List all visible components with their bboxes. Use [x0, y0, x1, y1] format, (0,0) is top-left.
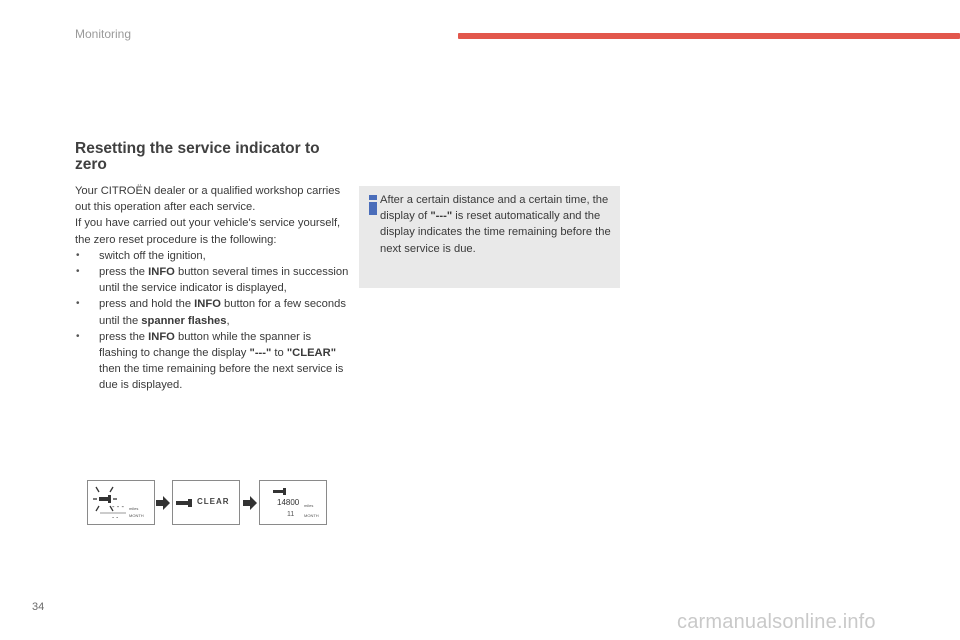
info-icon — [368, 195, 378, 215]
intro-paragraph: If you have carried out your vehicle's service yourself, the zero reset procedure is the following: — [75, 217, 341, 246]
watermark: carmanualsonline.info — [677, 611, 876, 633]
step-text: press the — [99, 330, 149, 343]
spanner-icon — [176, 497, 196, 509]
step-text: press the — [99, 266, 149, 279]
step-text: button for a few seconds until the — [99, 298, 346, 327]
info-note-box — [359, 186, 620, 288]
month-label: MONTH — [129, 513, 144, 518]
clear-display-text: CLEAR — [197, 497, 230, 506]
miles-label: miles — [304, 503, 314, 508]
display-panel-clear — [172, 480, 240, 525]
bullet-icon: • — [76, 249, 80, 261]
procedure-steps — [75, 248, 350, 394]
bullet-icon: • — [76, 298, 80, 310]
step-keyword: "CLEAR" — [286, 347, 337, 360]
remaining-distance-value: 14800 — [277, 498, 300, 507]
step-text: button while the spanner is flashing to change the display — [99, 330, 312, 360]
arrow-right-icon — [156, 496, 170, 510]
instructions-column — [75, 183, 350, 394]
page-number: 34 — [32, 601, 45, 613]
step-item — [75, 248, 350, 264]
svg-text:- -: - - — [112, 514, 119, 521]
info-note-text: After a certain distance and a certain time, the display of "---" is reset automatically and the display indicates the time remaining before the next service is due. — [380, 194, 611, 255]
page-heading: Resetting the service indicator to zero — [75, 140, 320, 173]
section-title: Monitoring — [75, 27, 132, 41]
step-keyword: spanner flashes — [141, 314, 227, 327]
display-panel-remaining — [259, 480, 327, 525]
miles-label: miles — [129, 506, 139, 511]
step-text: to — [271, 347, 287, 360]
flashing-spanner-icon — [88, 481, 154, 523]
step-text: press and hold the — [99, 298, 195, 311]
step-text: then the time remaining before the next service is due is displayed. — [99, 363, 344, 392]
bullet-icon: • — [76, 330, 80, 342]
step-keyword: INFO — [148, 330, 175, 343]
spanner-icon — [273, 487, 293, 497]
step-keyword: INFO — [148, 266, 175, 279]
month-label: MONTH — [304, 513, 319, 518]
display-panel-flashing-spanner — [87, 480, 155, 525]
svg-text:- - -: - - - — [112, 503, 125, 511]
header-accent-bar — [458, 33, 960, 39]
bullet-icon: • — [76, 266, 80, 278]
intro-paragraph: Your CITROËN dealer or a qualified workshop carries out this operation after each service. — [75, 185, 341, 214]
step-keyword: INFO — [194, 298, 221, 311]
step-text: button several times in succession until the service indicator is displayed, — [99, 266, 349, 295]
step-item — [75, 296, 350, 328]
arrow-right-icon — [243, 496, 257, 510]
step-text: , — [226, 314, 230, 327]
remaining-months-value: 11 — [287, 511, 295, 518]
step-text: switch off the ignition, — [99, 249, 206, 262]
step-item — [75, 264, 350, 296]
step-item — [75, 329, 350, 394]
step-keyword: "---" — [249, 347, 272, 360]
